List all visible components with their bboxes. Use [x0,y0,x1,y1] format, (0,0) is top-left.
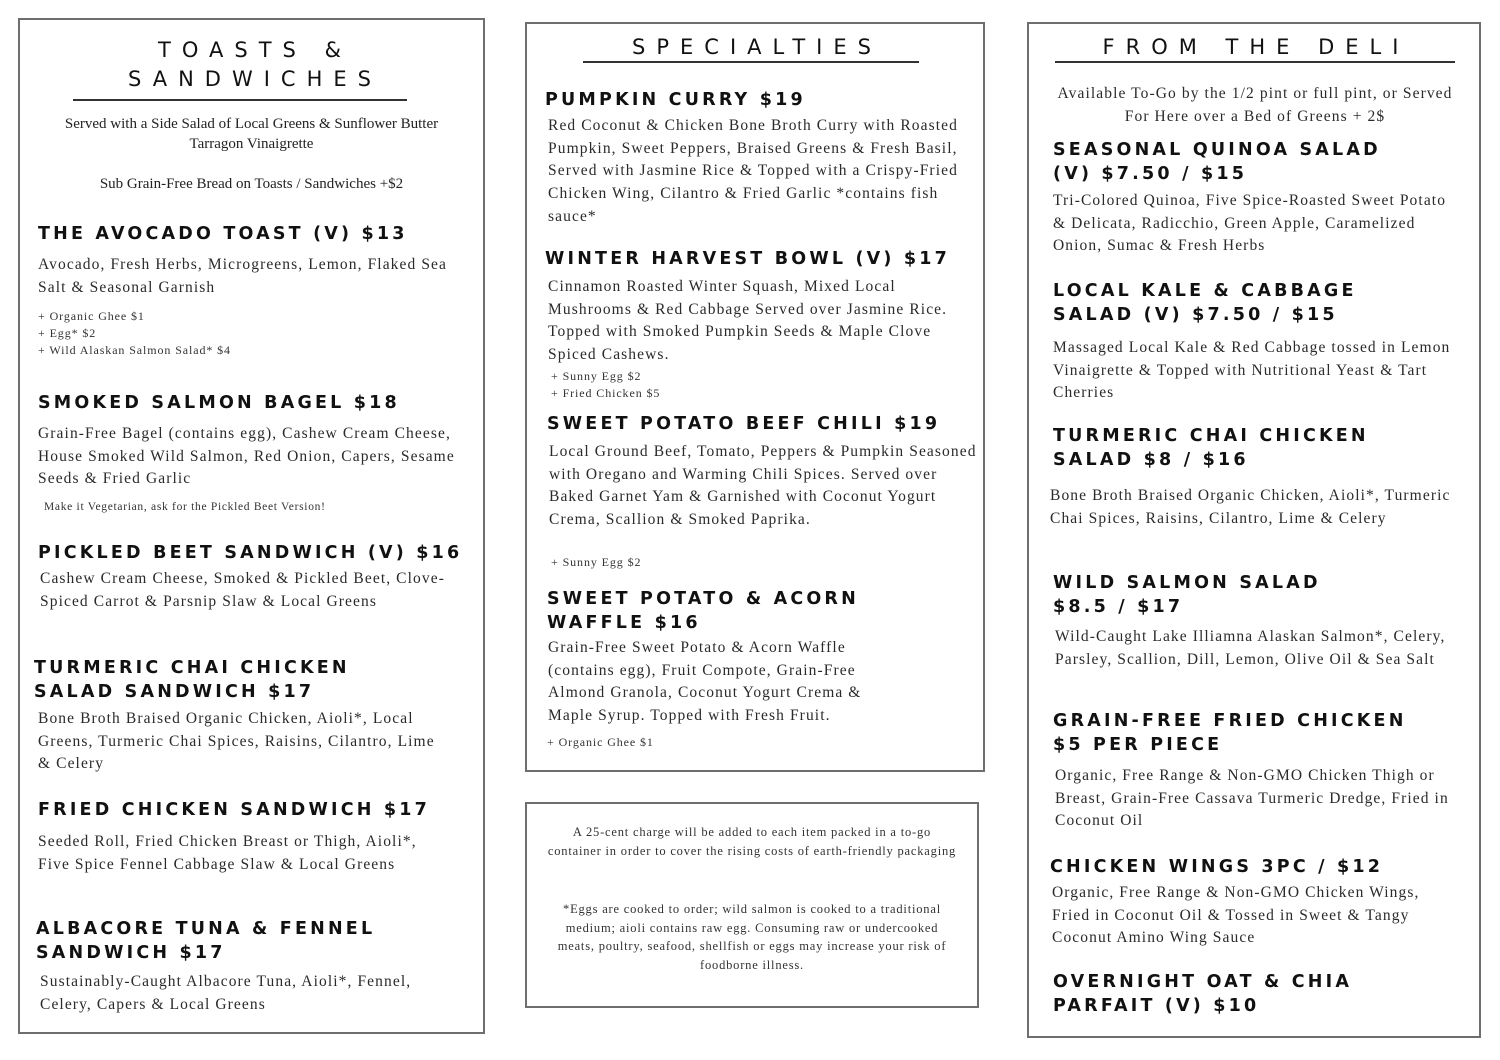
section-heading-specialties: SPECIALTIES [632,35,882,59]
menu-item-title: PUMPKIN CURRY $19 [545,90,806,110]
addon-list [551,554,641,571]
menu-item-title: LOCAL KALE & CABBAGE SALAD (V) $7.50 / $15 [1053,281,1357,325]
addon-list [551,368,660,402]
heading-underline [583,61,919,63]
addon-item: + Fried Chicken $5 [551,386,661,400]
menu-item-desc: Tri-Colored Quinoa, Five Spice-Roasted Sweet Potato & Delicata, Radicchio, Green Apple, Caramelized Onion, Sumac & Fresh Herbs [1053,192,1447,255]
menu-item-title: FRIED CHICKEN SANDWICH $17 [38,800,431,820]
deli-panel [1027,22,1481,1038]
addon-item: + Organic Ghee $1 [547,735,654,749]
section-heading-toasts: TOASTS & SANDWICHES [128,38,382,91]
addon-item: + Egg* $2 [38,326,97,340]
menu-item-desc: Cashew Cream Cheese, Smoked & Pickled Beet, Clove-Spiced Carrot & Parsnip Slaw & Local Greens [40,570,445,610]
deli-availability-note: Available To-Go by the 1/2 pint or full pint, or Served For Here over a Bed of Greens + 2$ [1057,85,1453,125]
addon-list [38,308,231,359]
menu-item-title: TURMERIC CHAI CHICKEN SALAD SANDWICH $17 [34,658,350,702]
menu-item-title: WILD SALMON SALAD $8.5 / $17 [1053,573,1321,617]
menu-item-title: WINTER HARVEST BOWL (V) $17 [545,249,951,269]
menu-item-desc: Organic, Free Range & Non-GMO Chicken Thigh or Breast, Grain-Free Cassava Turmeric Dredge, Fried in Coconut Oil [1055,767,1449,830]
heading-underline [1055,61,1455,63]
served-with-note: Served with a Side Salad of Local Greens & Sunflower Butter Tarragon Vinaigrette [64,116,439,152]
toasts-sandwiches-panel [18,18,485,1034]
menu-item-title: CHICKEN WINGS 3PC / $12 [1050,857,1384,877]
menu-item-desc: Grain-Free Bagel (contains egg), Cashew Cream Cheese, House Smoked Wild Salmon, Red Onion, Capers, Sesame Seeds & Fried Garlic [38,425,455,488]
heading-underline [73,99,407,101]
addon-list [547,734,654,751]
menu-item-desc: Local Ground Beef, Tomato, Peppers & Pumpkin Seasoned with Oregano and Warming Chili Spices. Served over Baked Garnet Yam & Garnished with Coconut Yogurt Crema, Scallion & Smoked Paprika. [549,443,977,529]
menu-item-desc: Cinnamon Roasted Winter Squash, Mixed Local Mushrooms & Red Cabbage Served over Jasmine Rice. Topped with Smoked Pumpkin Seeds & Maple Clove Spiced Cashews. [548,278,948,364]
packaging-charge-note: A 25-cent charge will be added to each item packed in a to-go container in order to cover the rising costs of earth-friendly packaging [547,825,957,858]
food-safety-note: *Eggs are cooked to order; wild salmon is cooked to a traditional medium; aioli contains raw egg. Consuming raw or undercooked meats, poultry, seafood, shellfish or eggs may increase your risk of foodborne illness. [557,902,947,972]
menu-item-title: TURMERIC CHAI CHICKEN SALAD $8 / $16 [1053,426,1369,470]
menu-item-title: PICKLED BEET SANDWICH (V) $16 [38,543,463,563]
menu-item-desc: Sustainably-Caught Albacore Tuna, Aioli*, Fennel, Celery, Capers & Local Greens [40,973,412,1013]
menu-item-desc: Seeded Roll, Fried Chicken Breast or Thigh, Aioli*, Five Spice Fennel Cabbage Slaw & Local Greens [38,833,417,873]
menu-item-desc: Wild-Caught Lake Illiamna Alaskan Salmon*, Celery, Parsley, Scallion, Dill, Lemon, Olive Oil & Sea Salt [1055,628,1446,668]
menu-item-title: OVERNIGHT OAT & CHIA PARFAIT (V) $10 [1053,972,1353,1016]
menu-item-desc: Bone Broth Braised Organic Chicken, Aioli*, Local Greens, Turmeric Chai Spices, Raisins, Cilantro, Lime & Celery [38,710,435,773]
sub-bread-note: Sub Grain-Free Bread on Toasts / Sandwiches +$2 [99,176,404,192]
specialties-panel [525,22,985,772]
addon-item: + Wild Alaskan Salmon Salad* $4 [38,343,231,357]
menu-item-title: GRAIN-FREE FRIED CHICKEN $5 PER PIECE [1053,711,1407,755]
menu-item-desc: Avocado, Fresh Herbs, Microgreens, Lemon, Flaked Sea Salt & Seasonal Garnish [38,256,448,296]
menu-item-title: THE AVOCADO TOAST (V) $13 [38,224,408,244]
menu-item-title: SWEET POTATO & ACORN WAFFLE $16 [547,589,859,633]
addon-item: + Organic Ghee $1 [38,309,145,323]
menu-item-desc: Organic, Free Range & Non-GMO Chicken Wings, Fried in Coconut Oil & Tossed in Sweet & Tangy Coconut Amino Wing Sauce [1052,884,1420,947]
menu-item-title: ALBACORE TUNA & FENNEL SANDWICH $17 [36,919,376,963]
menu-item-desc: Bone Broth Braised Organic Chicken, Aioli*, Turmeric Chai Spices, Raisins, Cilantro, Lime & Celery [1050,487,1451,527]
menu-item-desc: Grain-Free Sweet Potato & Acorn Waffle (contains egg), Fruit Compote, Grain-Free Almond Granola, Coconut Yogurt Crema & Maple Syrup. Topped with Fresh Fruit. [548,639,862,725]
addon-item: + Sunny Egg $2 [551,369,642,383]
menu-item-title: SMOKED SALMON BAGEL $18 [38,393,400,413]
menu-item-title: SEASONAL QUINOA SALAD (V) $7.50 / $15 [1053,140,1381,184]
section-heading-deli: FROM THE DELI [1102,35,1410,59]
addon-item: + Sunny Egg $2 [551,555,642,569]
disclaimer-panel [525,802,979,1008]
menu-item-desc: Red Coconut & Chicken Bone Broth Curry with Roasted Pumpkin, Sweet Peppers, Braised Greens & Fresh Basil, Served with Jasmine Rice & Topped with a Crispy-Fried Chicken Wing, Cilantro & Fried Garlic *contains fish sauce* [548,117,958,225]
menu-item-desc: Massaged Local Kale & Red Cabbage tossed in Lemon Vinaigrette & Topped with Nutritional Yeast & Tart Cherries [1053,339,1451,402]
vegetarian-note: Make it Vegetarian, ask for the Pickled Beet Version! [44,501,326,513]
menu-item-title: SWEET POTATO BEEF CHILI $19 [547,414,941,434]
